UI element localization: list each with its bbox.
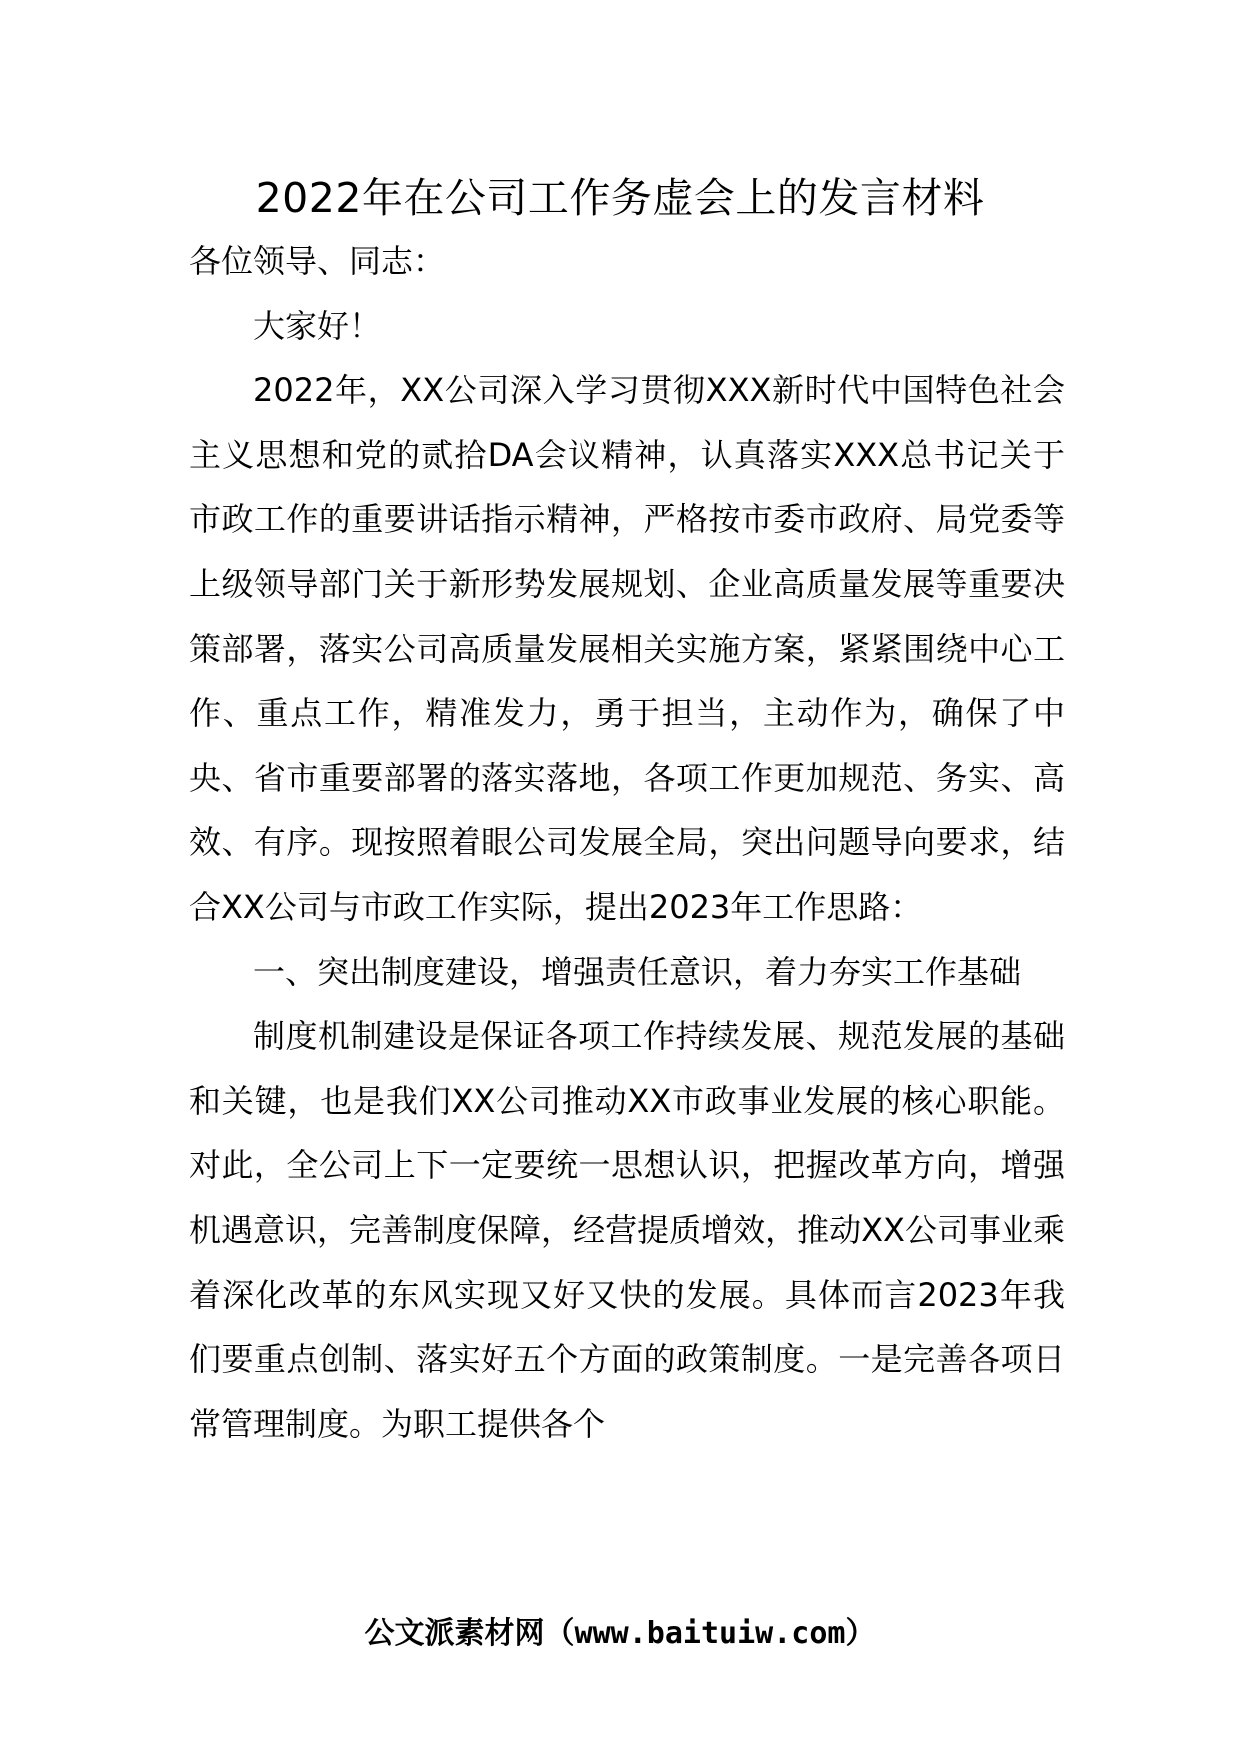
document-body — [189, 229, 1065, 1456]
paragraph-intro: 2022年，XX公司深入学习贯彻XXX新时代中国特色社会主义思想和党的贰拾DA会议精神，认真落实XXX总书记关于市政工作的重要讲话指示精神，严格按市委市政府、局党委等上级领导部门关于新形势发展规划、企业高质量发展等重要决策部署，落实公司高质量发展相关实施方案，紧紧围绕中心工作、重点工作，精准发力，勇于担当，主动作为，确保了中央、省市重要部署的落实落地，各项工作更加规范、务实、高效、有序。现按照着眼公司发展全局，突出问题导向要求，结合XX公司与市政工作实际，提出2023年工作思路： — [189, 371, 1065, 926]
paragraph-section-1: 制度机制建设是保证各项工作持续发展、规范发展的基础和关键，也是我们XX公司推动XX市政事业发展的核心职能。对此，全公司上下一定要统一思想认识，把握改革方向，增强机遇意识，完善制度保障，经营提质增效，推动XX公司事业乘着深化改革的东风实现又好又快的发展。具体而言2023年我们要重点创制、落实好五个方面的政策制度。一是完善各项日常管理制度。为职工提供各个 — [189, 1017, 1065, 1443]
footer-watermark: 公文派素材网（www.baituiw.com） — [364, 1616, 876, 1651]
greeting: 大家好！ — [253, 306, 382, 345]
document-title: 2022年在公司工作务虚会上的发言材料 — [255, 174, 985, 222]
section-heading-1: 一、突出制度建设，增强责任意识，着力夯实工作基础 — [253, 952, 1022, 991]
salutation: 各位领导、同志： — [189, 242, 446, 280]
